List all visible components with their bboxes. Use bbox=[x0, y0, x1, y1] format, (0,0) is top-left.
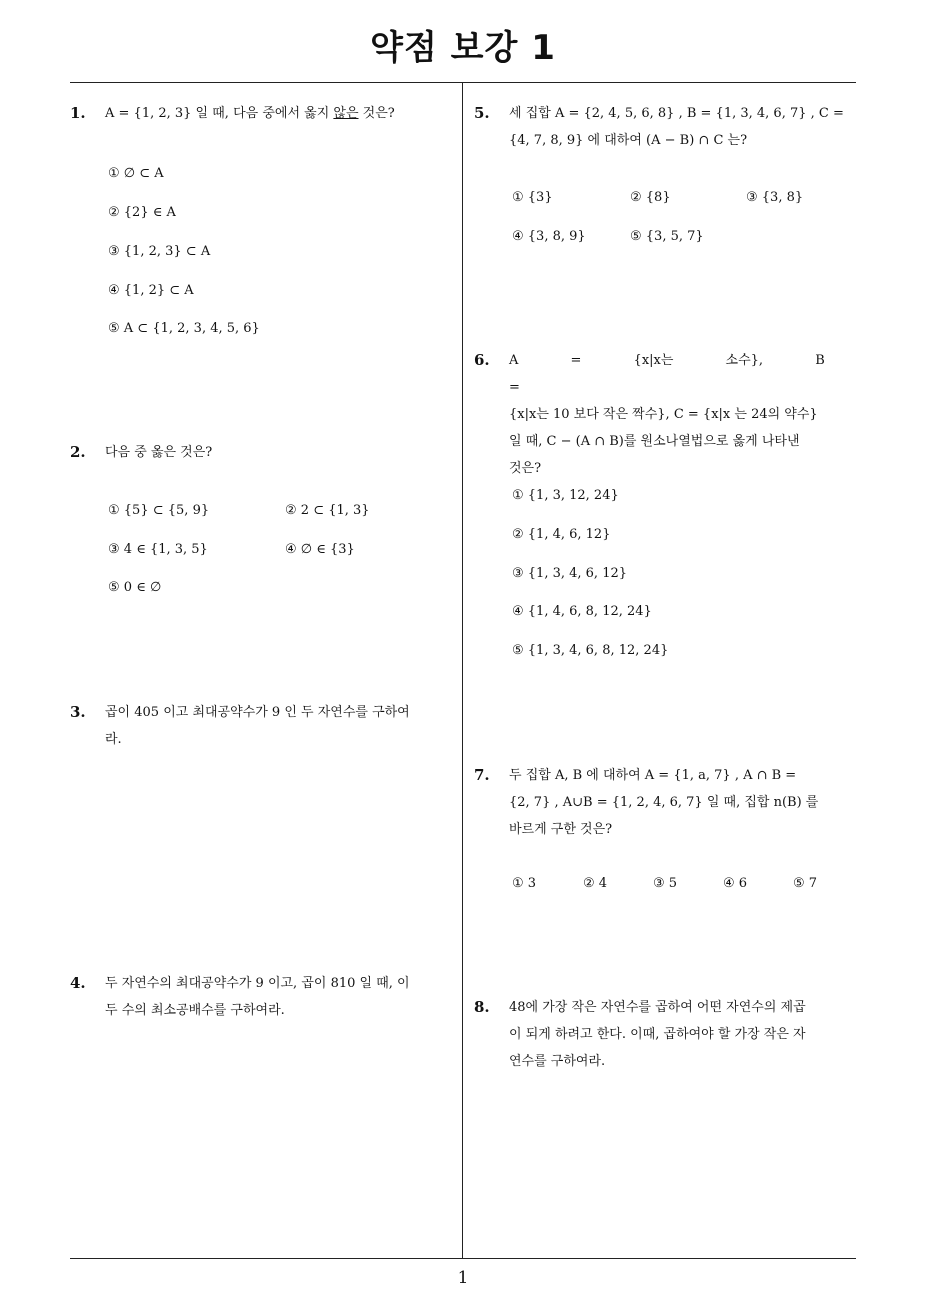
choice-4[interactable]: ④ {3, 8, 9} bbox=[512, 229, 586, 244]
choice-1[interactable]: ① ∅ ⊂ A bbox=[108, 166, 164, 181]
question-text: 다음 중 옳은 것은? bbox=[105, 445, 213, 460]
choice-2[interactable]: ② 2 ⊂ {1, 3} bbox=[285, 503, 370, 518]
choice-5[interactable]: ⑤ A ⊂ {1, 2, 3, 4, 5, 6} bbox=[108, 321, 260, 336]
question-text: 두 집합 A, B 에 대하여 A = {1, a, 7} , A ∩ B = {2, 7} , A∪B = {1, 2, 4, 6, 7} 일 때, 집합 n(B) 를 바르게 구한 것은? bbox=[509, 768, 819, 837]
question-text: A = {1, 2, 3} 일 때, 다음 중에서 옳지 않은 것은? bbox=[105, 106, 395, 121]
question-number: 2. bbox=[70, 443, 86, 461]
question-number: 4. bbox=[70, 974, 86, 992]
choice-3[interactable]: ③ 5 bbox=[653, 876, 678, 891]
question-text: 곱이 405 이고 최대공약수가 9 인 두 자연수를 구하여 라. bbox=[105, 705, 410, 747]
choice-2[interactable]: ② {2} ∈ A bbox=[108, 205, 176, 220]
header-rule bbox=[70, 82, 856, 83]
choice-2[interactable]: ② {8} bbox=[630, 190, 671, 205]
choice-2[interactable]: ② 4 bbox=[583, 876, 608, 891]
question-number: 7. bbox=[474, 766, 490, 784]
choice-5[interactable]: ⑤ 0 ∈ ∅ bbox=[108, 580, 162, 595]
choice-1[interactable]: ① {3} bbox=[512, 190, 553, 205]
choice-5[interactable]: ⑤ {3, 5, 7} bbox=[630, 229, 704, 244]
choice-1[interactable]: ① 3 bbox=[512, 876, 537, 891]
question-number: 3. bbox=[70, 703, 86, 721]
question-number: 6. bbox=[474, 351, 490, 369]
choice-3[interactable]: ③ 4 ∈ {1, 3, 5} bbox=[108, 542, 208, 557]
question-number: 1. bbox=[70, 104, 86, 122]
question-text: 두 자연수의 최대공약수가 9 이고, 곱이 810 일 때, 이 두 수의 최소공배수를 구하여라. bbox=[105, 976, 410, 1018]
page-number: 1 bbox=[457, 1268, 469, 1288]
question-text: A = {x|x는 소수}, B = {x|x는 10 보다 작은 짝수}, C = {x|x 는 24의 약수} 일 때, C − (A ∩ B)를 원소나열법으로 옳게 나타낸 것은? bbox=[509, 353, 825, 476]
choice-2[interactable]: ② {1, 4, 6, 12} bbox=[512, 527, 611, 542]
choice-3[interactable]: ③ {3, 8} bbox=[746, 190, 804, 205]
choice-1[interactable]: ① {5} ⊂ {5, 9} bbox=[108, 503, 210, 518]
choice-4[interactable]: ④ {1, 2} ⊂ A bbox=[108, 283, 194, 298]
footer-rule bbox=[70, 1258, 856, 1259]
question-text: 48에 가장 작은 자연수를 곱하여 어떤 자연수의 제곱 이 되게 하려고 한다. 이때, 곱하여야 할 가장 작은 자 연수를 구하여라. bbox=[509, 1000, 806, 1069]
choice-3[interactable]: ③ {1, 2, 3} ⊂ A bbox=[108, 244, 211, 259]
choice-1[interactable]: ① {1, 3, 12, 24} bbox=[512, 488, 619, 503]
question-text: 세 집합 A = {2, 4, 5, 6, 8} , B = {1, 3, 4, 6, 7} , C = {4, 7, 8, 9} 에 대하여 (A − B) ∩ C 는? bbox=[509, 106, 844, 148]
question-number: 5. bbox=[474, 104, 490, 122]
choice-4[interactable]: ④ ∅ ∈ {3} bbox=[285, 542, 355, 557]
column-divider bbox=[462, 83, 463, 1259]
page-title: 약점 보강 1 bbox=[370, 28, 556, 68]
choice-4[interactable]: ④ {1, 4, 6, 8, 12, 24} bbox=[512, 604, 652, 619]
choice-5[interactable]: ⑤ {1, 3, 4, 6, 8, 12, 24} bbox=[512, 643, 669, 658]
question-number: 8. bbox=[474, 998, 490, 1016]
choice-4[interactable]: ④ 6 bbox=[723, 876, 748, 891]
choice-3[interactable]: ③ {1, 3, 4, 6, 12} bbox=[512, 566, 628, 581]
choice-5[interactable]: ⑤ 7 bbox=[793, 876, 818, 891]
